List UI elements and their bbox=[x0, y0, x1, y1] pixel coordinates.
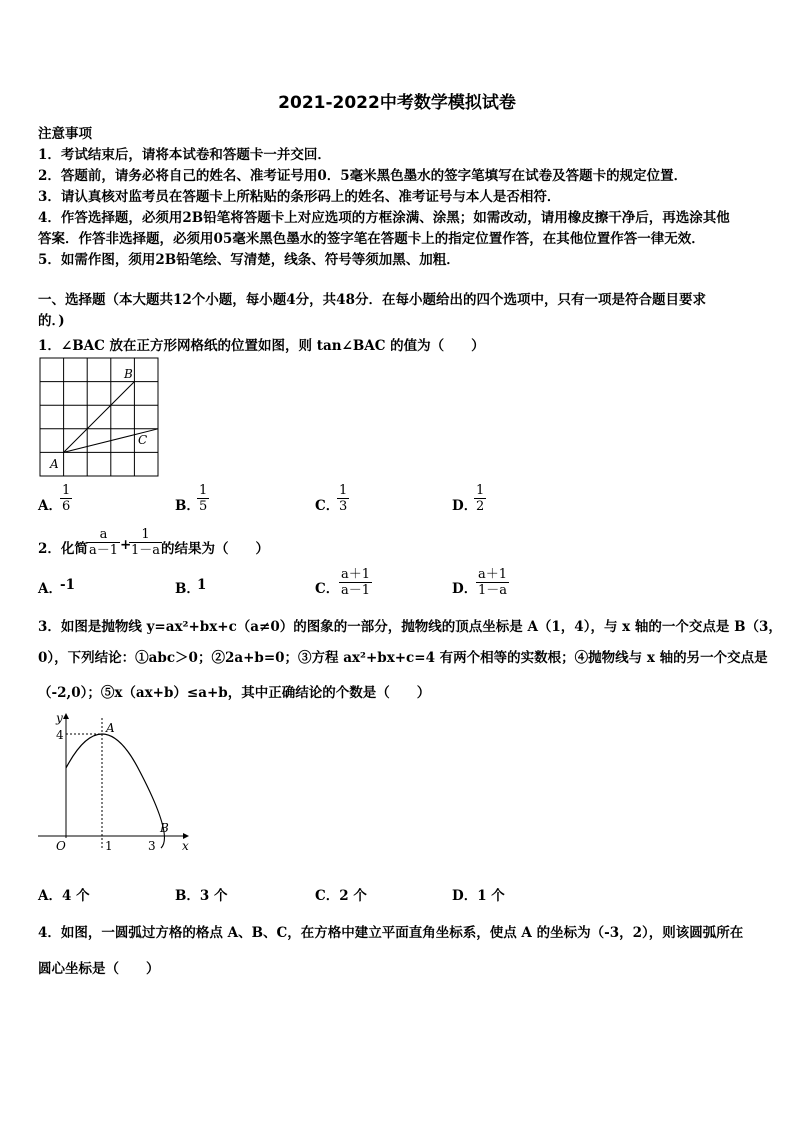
q2-option-c-label: C． bbox=[315, 581, 340, 597]
notice-item: 答案．作答非选择题，必须用05毫米黑色墨水的签字笔在答题卡上的指定位置作答，在其他位置作答一律无效． bbox=[38, 231, 705, 247]
q3-option-d: D．1 个 bbox=[452, 888, 505, 904]
denominator: 6 bbox=[62, 499, 71, 514]
x-label: x bbox=[182, 839, 189, 853]
origin-label: O bbox=[56, 839, 66, 853]
parabola-curve bbox=[66, 734, 164, 848]
denominator: 1－a bbox=[478, 583, 508, 598]
q2-fraction-2 bbox=[129, 527, 162, 558]
q1-option-d-label: D． bbox=[452, 498, 478, 514]
q2-option-b-value: 1 bbox=[197, 577, 207, 593]
q2-option-c-fraction bbox=[339, 567, 372, 598]
notice-item: 1．考试结束后，请将本试卷和答题卡一并交回． bbox=[38, 147, 331, 163]
q3-line-2: 0），下列结论：①abc＞0；②2a+b=0；③方程 ax²+bx+c=4 有两个相等的实数根；④抛物线与 x 轴的另一个交点是 bbox=[38, 650, 768, 666]
q1-option-c-label: C． bbox=[315, 498, 340, 514]
page-title: 2021-2022中考数学模拟试卷 bbox=[278, 93, 516, 113]
q1-option-d-fraction bbox=[474, 483, 486, 514]
numerator: a bbox=[99, 527, 108, 542]
label-a: A bbox=[50, 457, 59, 471]
q4-line-1: 4．如图，一圆弧过方格的格点 A、B、C，在方格中建立平面直角坐标系，使点 A 的坐标为（-3，2），则该圆弧所在 bbox=[38, 925, 744, 941]
q3-option-a: A．4 个 bbox=[38, 888, 90, 904]
y-label: y bbox=[56, 711, 63, 725]
q2-option-b-label: B． bbox=[175, 581, 200, 597]
tick-4-label: 4 bbox=[56, 728, 64, 742]
notice-heading: 注意事项 bbox=[38, 126, 92, 142]
tick-1-label: 1 bbox=[105, 839, 113, 853]
q3-line-1: 3．如图是抛物线 y=ax²+bx+c（a≠0）的图象的一部分，抛物线的顶点坐标是 A（1，4），与 x 轴的一个交点是 B（3， bbox=[38, 619, 782, 635]
notice-item: 2．答题前，请务必将自己的姓名、准考证号用0．5毫米黑色墨水的签字笔填写在试卷及答题卡的规定位置． bbox=[38, 168, 688, 184]
numerator: 1 bbox=[476, 483, 485, 498]
numerator: a＋1 bbox=[478, 567, 508, 582]
q1-option-a-fraction bbox=[60, 483, 72, 514]
q1-option-b-fraction bbox=[197, 483, 209, 514]
q2-option-a-value: -1 bbox=[60, 577, 75, 593]
numerator: a＋1 bbox=[341, 567, 371, 582]
q2-option-d-fraction bbox=[476, 567, 509, 598]
denominator: 1－a bbox=[131, 543, 161, 558]
denominator: 2 bbox=[476, 499, 485, 514]
notice-item: 3．请认真核对监考员在答题卡上所粘贴的条形码上的姓名、准考证号与本人是否相符． bbox=[38, 189, 561, 205]
q2-option-a-label: A． bbox=[38, 581, 62, 597]
q3-option-c: C．2 个 bbox=[315, 888, 367, 904]
denominator: 3 bbox=[339, 499, 348, 514]
q1-option-c-fraction bbox=[337, 483, 349, 514]
label-b: B bbox=[124, 367, 133, 381]
section-heading: 一、选择题（本大题共12个小题，每小题4分，共48分．在每小题给出的四个选项中，只有一项是符合题目要求 bbox=[38, 292, 706, 308]
q4-line-2: 圆心坐标是（ ） bbox=[38, 961, 160, 977]
plus-sign: + bbox=[120, 537, 132, 553]
q2-fraction-1 bbox=[87, 527, 120, 558]
ray-ab bbox=[64, 382, 135, 453]
q3-parabola-graph bbox=[36, 708, 196, 858]
tick-3-label: 3 bbox=[148, 839, 156, 853]
q2-option-d-label: D． bbox=[452, 581, 478, 597]
point-b-label: B bbox=[160, 821, 169, 835]
denominator: a－1 bbox=[341, 583, 371, 598]
denominator: 5 bbox=[199, 499, 208, 514]
vertex-a-label: A bbox=[106, 721, 115, 735]
q1-option-a-label: A． bbox=[38, 498, 62, 514]
numerator: 1 bbox=[199, 483, 208, 498]
notice-item: 4．作答选择题，必须用2B铅笔将答题卡上对应选项的方框涂满、涂黑；如需改动，请用橡皮擦干净后，再选涂其他 bbox=[38, 210, 730, 226]
q2-suffix: 的结果为（ ） bbox=[161, 541, 269, 557]
numerator: 1 bbox=[62, 483, 71, 498]
q1-grid-figure bbox=[36, 356, 164, 478]
label-c: C bbox=[138, 433, 148, 447]
numerator: 1 bbox=[339, 483, 348, 498]
notice-item: 5．如需作图，须用2B铅笔绘、写清楚，线条、符号等须加黑、加粗． bbox=[38, 252, 460, 268]
numerator: 1 bbox=[141, 527, 150, 542]
section-heading-cont: 的．) bbox=[38, 313, 65, 329]
q3-line-3: （-2,0）；⑤x（ax+b）≤a+b，其中正确结论的个数是（ ） bbox=[38, 685, 431, 701]
q1-option-b-label: B． bbox=[175, 498, 200, 514]
q2-prefix: 2．化简 bbox=[38, 541, 88, 557]
denominator: a－1 bbox=[89, 543, 119, 558]
q3-option-b: B．3 个 bbox=[175, 888, 228, 904]
q1-stem: 1．∠BAC 放在正方形网格纸的位置如图，则 tan∠BAC 的值为（ ） bbox=[38, 338, 485, 354]
